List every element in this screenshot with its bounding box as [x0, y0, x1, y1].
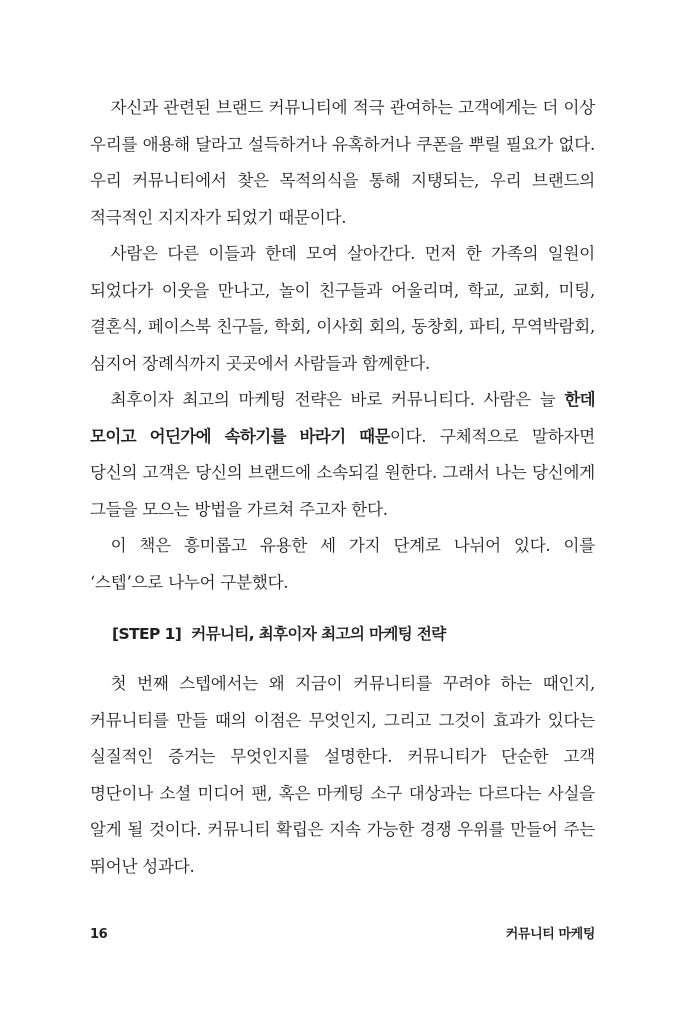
body-paragraph-4: 이 책은 흥미롭고 유용한 세 가지 단계로 나뉘어 있다. 이를 ‘스텝’으로 나누어 구분했다.	[90, 536, 595, 592]
paragraph-3-text-end: 이다. 구체적으로 말하자면 당신의 고객은 당신의 브랜드에 소속되길 원한다. 그래서 나는 당신에게 그들을 모으는 방법을 가르쳐 주고자 한다.	[90, 426, 595, 519]
page-number: 16	[90, 927, 108, 942]
body-paragraph-1: 자신과 관련된 브랜드 커뮤니티에 적극 관여하는 고객에게는 더 이상 우리를 애용해 달라고 설득하거나 유혹하거나 쿠폰을 뿌릴 필요가 없다. 우리 커뮤니티에서 찾은 목적의식을 통해 지탱되는, 우리 브랜드의 적극적인 지지자가 되었기 때문이다.	[90, 98, 595, 227]
body-paragraph-2: 사람은 다른 이들과 한데 모여 살아간다. 먼저 한 가족의 일원이 되었다가 이웃을 만나고, 놀이 친구들과 어울리며, 학교, 교회, 미팅, 결혼식, 페이스북 친구들, 학회, 이사회 회의, 동창회, 파티, 무역박람회, 심지어 장례식까지 곳곳에서 사람들과 함께한다.	[90, 244, 595, 373]
step-tag: [STEP 1]	[112, 625, 182, 643]
paragraph-3-text-start: 최후이자 최고의 마케팅 전략은 바로 커뮤니티다. 사람은 늘	[110, 390, 565, 409]
running-title: 커뮤니티 마케팅	[505, 927, 595, 942]
body-paragraph-3	[90, 382, 595, 528]
emphasized-phrase: 한데 모이고 어딘가에 속하기를 바라기 때문	[90, 390, 595, 446]
section-heading	[112, 622, 446, 646]
section-title: 커뮤니티, 최후이자 최고의 마케팅 전략	[191, 625, 446, 643]
body-paragraph-5: 첫 번째 스텝에서는 왜 지금이 커뮤니티를 꾸려야 하는 때인지, 커뮤니티를 만들 때의 이점은 무엇인지, 그리고 그것이 효과가 있다는 실질적인 증거는 무엇인지를 설명한다. 커뮤니티가 단순한 고객 명단이나 소셜 미디어 팬, 혹은 마케팅 소구 대상과는 다르다는 사실을 알게 될 것이다. 커뮤니티 확립은 지속 가능한 경쟁 우위를 만들어 주는 뛰어난 성과다.	[90, 674, 595, 876]
